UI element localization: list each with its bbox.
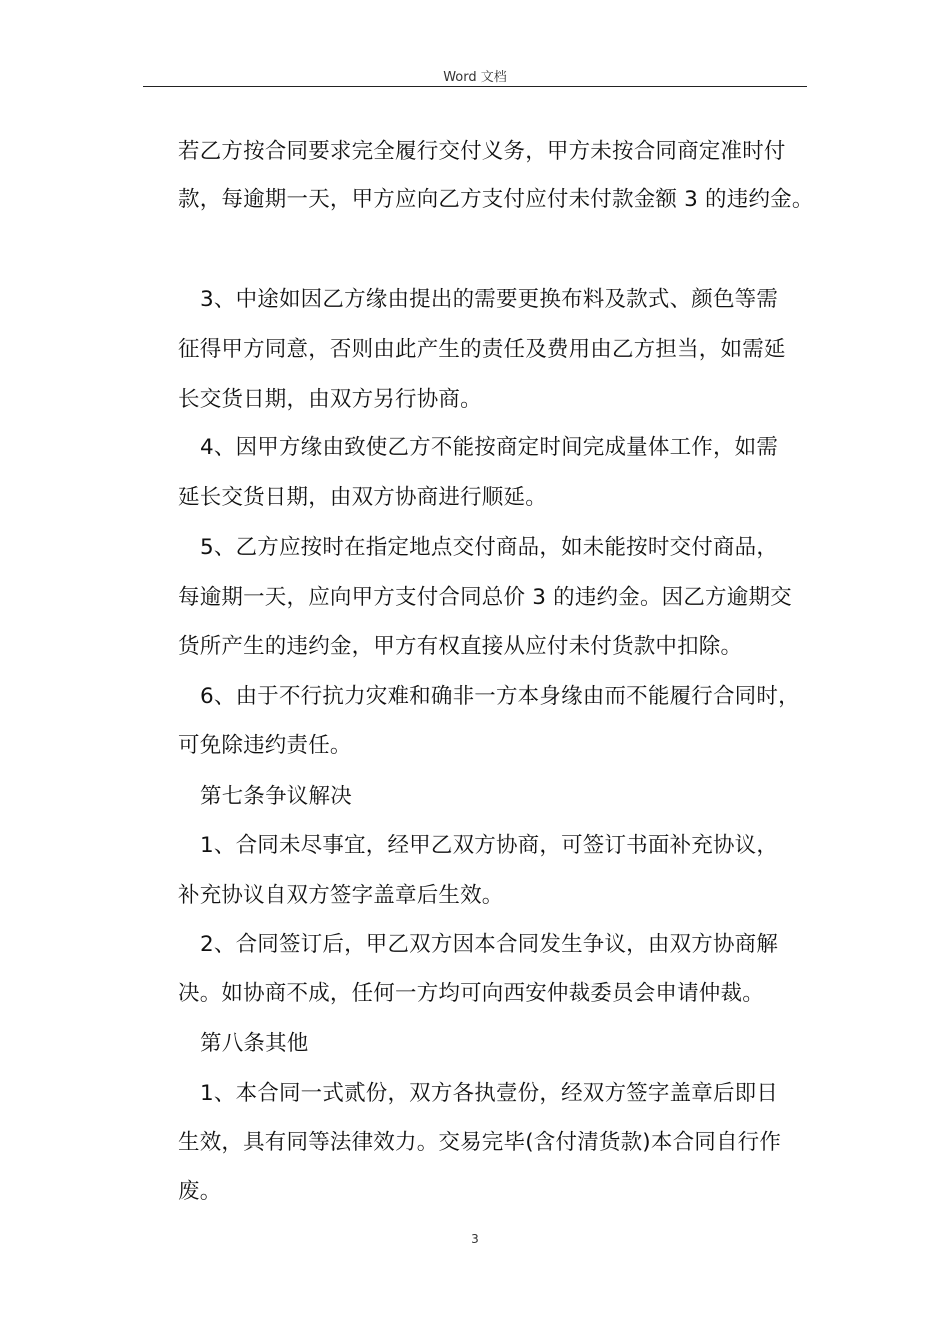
section-heading: 第七条争议解决 [200, 784, 352, 809]
paragraph-line: 生效，具有同等法律效力。交易完毕(含付清货款)本合同自行作 [178, 1130, 782, 1155]
paragraph-line: 若乙方按合同要求完全履行交付义务，甲方未按合同商定准时付 [178, 139, 786, 164]
paragraph-line: 1、合同未尽事宜，经甲乙双方协商，可签订书面补充协议， [200, 833, 779, 858]
paragraph-line: 货所产生的违约金，甲方有权直接从应付未付货款中扣除。 [178, 634, 743, 659]
paragraph-line: 每逾期一天，应向甲方支付合同总价 3 的违约金。因乙方逾期交 [178, 585, 792, 610]
page-number: 3 [471, 1232, 479, 1246]
paragraph-line: 5、乙方应按时在指定地点交付商品，如未能按时交付商品， [200, 535, 779, 560]
page-header: Word 文档 [443, 70, 507, 85]
paragraph-line: 长交货日期，由双方另行协商。 [178, 387, 482, 412]
paragraph-line: 决。如协商不成，任何一方均可向西安仲裁委员会申请仲裁。 [178, 981, 764, 1006]
paragraph-line: 3、中途如因乙方缘由提出的需要更换布料及款式、颜色等需 [200, 287, 779, 312]
paragraph-line: 可免除违约责任。 [178, 733, 352, 758]
paragraph-line: 补充协议自双方签字盖章后生效。 [178, 883, 504, 908]
paragraph-line: 6、由于不行抗力灾难和确非一方本身缘由而不能履行合同时， [200, 684, 800, 709]
paragraph-line: 款，每逾期一天，甲方应向乙方支付应付未付款金额 3 的违约金。 [178, 187, 814, 212]
header-rule [143, 86, 807, 87]
paragraph-line: 1、本合同一式贰份，双方各执壹份，经双方签字盖章后即日 [200, 1081, 779, 1106]
paragraph-line: 废。 [178, 1179, 222, 1204]
paragraph-line: 4、因甲方缘由致使乙方不能按商定时间完成量体工作，如需 [200, 435, 779, 460]
paragraph-line: 2、合同签订后，甲乙双方因本合同发生争议，由双方协商解 [200, 932, 779, 957]
paragraph-line: 征得甲方同意，否则由此产生的责任及费用由乙方担当，如需延 [178, 337, 786, 362]
paragraph-line: 延长交货日期，由双方协商进行顺延。 [178, 485, 547, 510]
section-heading: 第八条其他 [200, 1031, 309, 1056]
